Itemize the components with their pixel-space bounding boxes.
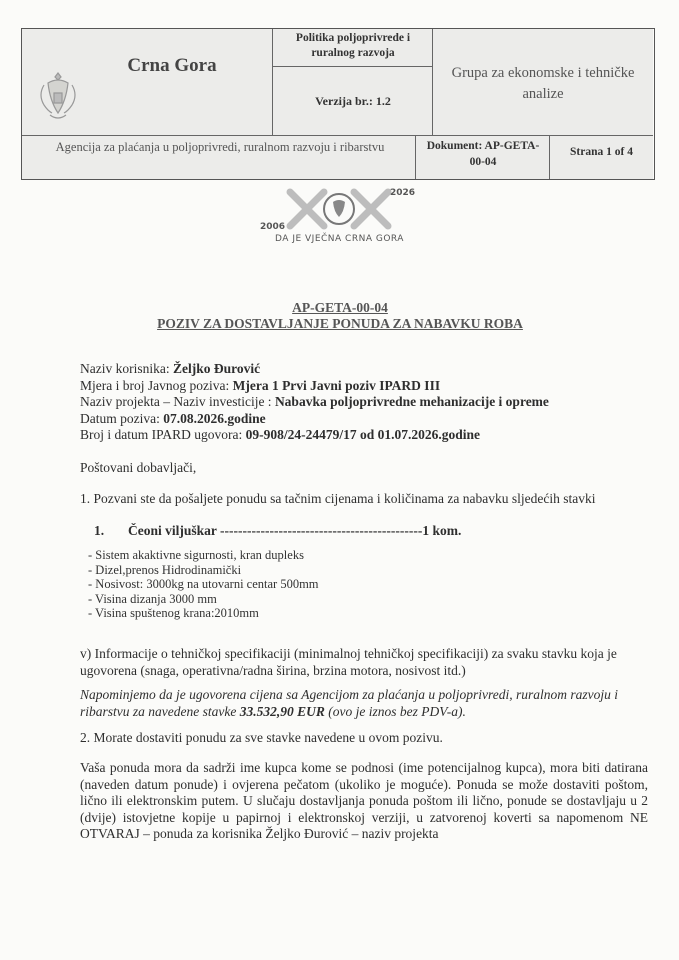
price-amount: 33.532,90 EUR — [239, 704, 325, 719]
document-number: Dokument: AP-GETA-00-04 — [426, 140, 540, 168]
header-agency-cell — [22, 136, 416, 179]
info-line: Broj i datum IPARD ugovora: 09-908/24-24479/17 od 01.07.2026.godine — [80, 427, 481, 442]
header-group-cell — [433, 29, 653, 136]
spec-item: - Visina dizanja 3000 mm — [88, 591, 217, 606]
header-document-cell — [416, 136, 550, 179]
title-heading: POZIV ZA DOSTAVLJANJE PONUDA ZA NABAVKU ROBA — [157, 316, 523, 331]
version-label: Verzija br.: 1.2 — [315, 94, 391, 108]
paragraph-2: 2. Morate dostaviti ponudu za sve stavke navedene u ovom pozivu. — [80, 730, 443, 745]
header-page-cell — [550, 136, 653, 179]
paragraph-v: v) Informacije o tehničkoj specifikaciji (minimalnoj tehničkoj specifikaciji) za svaku stavku koja je ugovorena (snaga, operativna/radna širina, brzina motora, nosivost itd.) — [80, 646, 617, 678]
logo-year-start: 2006 — [260, 222, 286, 232]
spec-item: - Sistem akaktivne sigurnosti, kran dupleks — [88, 548, 304, 562]
spec-item: - Dizel,prenos Hidrodinamički — [88, 562, 242, 577]
header-policy-cell — [273, 29, 433, 136]
recipient-info — [80, 361, 549, 444]
anniversary-logo — [252, 186, 427, 250]
paragraph-1: 1. Pozvani ste da pošaljete ponudu sa tačnim cijenama i količinama za nabavku sljedećih stavki — [80, 491, 596, 506]
coat-of-arms-icon — [34, 69, 82, 125]
spec-item: - Nosivost: 3000kg na utovarni centar 500mm — [88, 577, 319, 591]
item-number: 1. — [94, 523, 105, 538]
policy-label: Politika poljoprivrede i ruralnog razvoja — [295, 32, 411, 59]
price-note: Napominjemo da je ugovorena cijena sa Agencijom za plaćanja u poljoprivredi, ruralnom razvoju i ribarstvu za navedene stavke 33.532,90 EUR (ovo je iznos bez PDV-a). — [80, 687, 618, 719]
item-text: Čeoni viljuškar ---------------------------------------------1 kom. — [128, 523, 462, 538]
greeting: Poštovani dobavljači, — [80, 460, 197, 475]
document-title — [90, 300, 590, 332]
spec-list — [88, 548, 319, 621]
document-header-table — [21, 28, 655, 180]
item-line — [94, 522, 461, 539]
header-country-cell — [22, 29, 273, 136]
info-line: Naziv korisnika: Željko Đurović — [80, 361, 261, 376]
paragraph-3: Vaša ponuda mora da sadrži ime kupca kome se podnosi (ime potencijalnog kupca), mora biti datirana (naveden datum ponude) i ovjerena pečatom (ukoliko je moguće). Ponuda se može dostaviti poštom, lično ili elektronskim putem. U slučaju dostavljanja ponuda poštom ili lično, ponude se dostavljaju u 2 (dvije) istovjetne kopije u papirnoj i elektronskoj verziji, u zatvorenoj koverti sa napomenom NE OTVARAJ – ponuda za korisnika Željko Đurović – naziv projekta — [80, 760, 648, 841]
spec-item: - Visina spuštenog krana:2010mm — [88, 606, 259, 620]
logo-tagline: DA JE VJEČNA CRNA GORA — [275, 234, 404, 244]
info-line: Datum poziva: 07.08.2026.godine — [80, 410, 266, 426]
country-name: Crna Gora — [127, 55, 217, 76]
info-line: Mjera i broj Javnog poziva: Mjera 1 Prvi Javni poziv IPARD III — [80, 377, 441, 393]
title-code: AP-GETA-00-04 — [292, 300, 388, 315]
anniversary-emblem-icon — [282, 186, 397, 232]
agency-label: Agencija za plaćanja u poljoprivredi, ruralnom razvoju i ribarstvu — [55, 140, 385, 154]
page-number: Strana 1 of 4 — [570, 146, 633, 158]
logo-year-end: 2026 — [390, 188, 416, 198]
info-line: Naziv projekta – Naziv investicije : Nabavka poljoprivredne mehanizacije i opreme — [80, 394, 549, 409]
group-label: Grupa za ekonomske i tehničke analize — [451, 65, 635, 102]
